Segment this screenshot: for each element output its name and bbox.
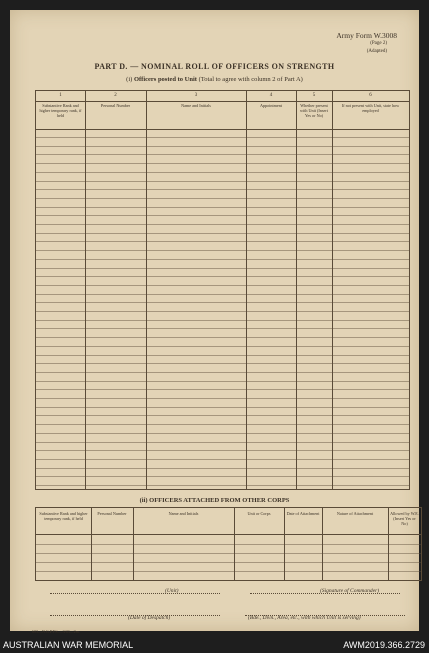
officers-posted-table	[35, 90, 410, 490]
form-number: Army Form W.3008	[336, 31, 397, 40]
table-row-line	[36, 450, 409, 451]
column-divider	[85, 91, 86, 489]
table-row-line	[36, 215, 409, 216]
section-2-title: (ii) OFFICERS ATTACHED FROM OTHER CORPS	[139, 497, 290, 504]
table-row-line	[36, 562, 421, 563]
table-row-line	[36, 372, 409, 373]
table-row-line	[36, 268, 409, 269]
table-row-line	[36, 154, 409, 155]
table-row-line	[36, 250, 409, 251]
header-divider	[36, 129, 409, 130]
form-sheet	[10, 10, 419, 634]
footer-bar	[0, 636, 429, 653]
table-row-line	[36, 198, 409, 199]
table-row-line	[36, 137, 409, 138]
column-header: Appointment	[259, 103, 283, 108]
column-header: Substantive Rank and higher temporary rank, if held	[39, 511, 88, 521]
commander-label: (Signature of Commander)	[320, 588, 380, 594]
part-title: PART D. — NOMINAL ROLL OF OFFICERS ON STRENGTH	[94, 62, 335, 71]
column-header: Nature of Attachment	[336, 511, 374, 516]
column-divider	[146, 91, 147, 489]
table-row-line	[36, 311, 409, 312]
table-row-line	[36, 398, 409, 399]
table-row-line	[36, 459, 409, 460]
section-1-title	[10, 76, 419, 83]
form-identifier	[336, 32, 397, 56]
table-row-line	[36, 337, 409, 338]
section-1-note: (Total to agree with column 2 of Part A)	[198, 76, 303, 83]
column-number: 1	[59, 93, 62, 98]
despatch-label: (Date of Despatch)	[128, 615, 171, 621]
table-row-line	[36, 189, 409, 190]
column-header: Personal Number	[97, 511, 127, 516]
table-row-line	[36, 302, 409, 303]
column-header: If not present with Unit, state how employed	[341, 103, 400, 113]
table-row-line	[36, 163, 409, 164]
column-number: 6	[369, 93, 372, 98]
column-number: 5	[312, 93, 316, 98]
table-row-line	[36, 433, 409, 434]
form-page: (Page 2)	[370, 41, 387, 46]
table-row-line	[36, 468, 409, 469]
table-row-line	[36, 476, 409, 477]
footer-institution: AUSTRALIAN WAR MEMORIAL	[3, 640, 134, 650]
table-row-line	[36, 553, 421, 554]
form-adapted: (Adapted)	[366, 49, 387, 54]
unit-line	[50, 593, 220, 594]
table-row-line	[36, 485, 409, 486]
section-1-prefix: (i)	[126, 76, 133, 83]
table-row-line	[36, 241, 409, 242]
column-header: Name and Initials	[168, 511, 199, 516]
table-row-line	[36, 146, 409, 147]
table-row-line	[36, 181, 409, 182]
officers-attached-table	[35, 507, 422, 581]
table-row-line	[36, 346, 409, 347]
table-row-line	[36, 294, 409, 295]
table-row-line	[36, 571, 421, 572]
table-row-line	[36, 544, 421, 545]
column-header: Unit or Corps	[247, 511, 271, 516]
table-row-line	[36, 233, 409, 234]
table-row-line	[36, 363, 409, 364]
column-number: 2	[114, 93, 117, 98]
column-divider	[296, 91, 297, 489]
column-number: 4	[269, 93, 273, 98]
table-row-line	[36, 207, 409, 208]
table-row-line	[36, 415, 409, 416]
table-row-line	[36, 172, 409, 173]
section-1-heading: Officers posted to Unit	[133, 76, 197, 83]
unit-label: (Unit)	[165, 588, 179, 594]
table-row-line	[36, 285, 409, 286]
column-header: Whether present with Unit (Insert Yes or No)	[300, 103, 328, 118]
column-header: Personal Number	[100, 103, 131, 108]
column-divider	[246, 91, 247, 489]
table-row-line	[36, 328, 409, 329]
table-2-header-divider	[36, 534, 421, 535]
table-row-line	[36, 389, 409, 390]
column-header: Name and Initials	[181, 103, 211, 108]
column-divider	[332, 91, 333, 489]
table-row-line	[36, 442, 409, 443]
table-row-line	[36, 424, 409, 425]
column-header: Allowed by W.E. (Insert Yes or No)	[390, 511, 419, 526]
column-number-divider	[36, 101, 409, 102]
table-row-line	[36, 407, 409, 408]
table-row-line	[36, 320, 409, 321]
footer-accession: AWM2019.366.2729	[343, 640, 425, 650]
printer-note: 603—N.G.P.P.S.—3/43—2m.	[32, 629, 80, 634]
column-number: 3	[194, 93, 198, 98]
table-row-line	[36, 259, 409, 260]
formation-label: (Bde., Divn., Area, etc., with which Unit is serving)	[248, 615, 361, 621]
table-row-line	[36, 224, 409, 225]
table-row-line	[36, 355, 409, 356]
column-header: Date of Attachment	[286, 511, 320, 516]
table-row-line	[36, 276, 409, 277]
table-row-line	[36, 381, 409, 382]
column-header: Substantive Rank and higher temporary rank, if held	[39, 103, 82, 118]
